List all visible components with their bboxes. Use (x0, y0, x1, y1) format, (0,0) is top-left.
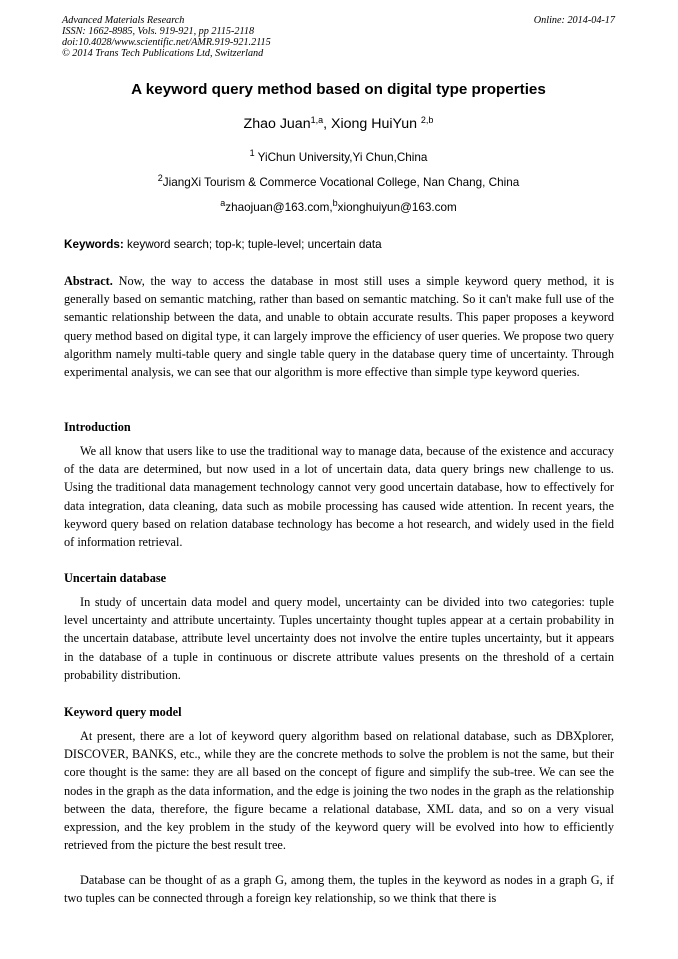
author-emails: $^a$zhaojuan@163.com,$^b$xionghuiyun@163.com (220, 198, 457, 214)
keywords-text: keyword search; top-k; tuple-level; uncertain data (123, 238, 382, 251)
author-line (62, 114, 615, 134)
author-separator: , (323, 116, 331, 132)
author-2: Xiong HuiYun (331, 116, 421, 132)
section-heading-keyword-query-model: Keyword query model (64, 705, 182, 719)
author-2-affiliation: 2,b (420, 115, 434, 125)
affiliation-2: $^2$JiangXi Tourism & Commerce Vocational College, Nan Chang, China (157, 173, 520, 189)
journal-issn: ISSN: 1662-8985, Vols. 919-921, pp 2115-2118 (62, 26, 255, 37)
introduction-paragraph: We all know that users like to use the traditional way to manage data, because of the existence and accuracy of the data are determined, but now used in a lot of uncertain data, data query brings new challenge to us. Using the traditional data management technology cannot very good uncertain database, how to effectively for data integration, data cleaning, data such as mobile processing has caused wide attention. In recent years, the keyword query based on relation database technology has become a hot research, and widely used in the field of information retrieval. (64, 444, 614, 550)
author-1-affiliation: 1,a (310, 115, 324, 125)
affiliation-1: $^1$ YiChun University,Yi Chun,China (249, 148, 428, 164)
abstract-text: Now, the way to access the database in most still uses a simple keyword query method, it is generally based on semantic matching, rather than based on semantic matching. So it can't make full use of the semantic relationship between the data, and unable to obtain accurate results. This paper proposes a keyword query method based on digital type, it can largely improve the efficiency of user queries. We propose two query algorithm namely multi-table query and single table query in the database query time of uncertainty. Through experimental analysis, we can see that our algorithm is more effective than simple type keyword queries. (64, 274, 614, 380)
uncertain-database-paragraph: In study of uncertain data model and query model, uncertainty can be divided into two categories: tuple level uncertainty and attribute uncertainty. Tuples uncertainty thought tuples appear at a certain probability in the uncertain database, attribute level uncertainty does not involve the entire tuples uncertainty, but it appears in the database of a tuple in continuous or discrete attribute values presents on the threshold of a certain probability distribution. (64, 595, 614, 682)
journal-copyright: © 2014 Trans Tech Publications Ltd, Switzerland (62, 48, 264, 59)
paper-title: A keyword query method based on digital type properties (131, 81, 546, 98)
keywords-label: Keywords: (64, 238, 124, 251)
journal-header (62, 15, 615, 59)
section-heading-introduction: Introduction (64, 420, 131, 434)
section-heading-uncertain-database: Uncertain database (64, 571, 167, 585)
abstract (64, 272, 614, 381)
keyword-query-model-paragraph-1: At present, there are a lot of keyword query algorithm based on relational database, such as DBXplorer, DISCOVER, BANKS, etc., while they are the concrete methods to solve the problem is not the same, but their core thought is the same: they are all based on the concept of figure and simplify the sub-tree. We can see the nodes in the graph as the data information, and the edge is joining the two nodes in the graph as the relationship between the data, therefore, the figure became a relational database, XML data, and so on a very visual expression, and the key problem in the study of the keyword query will be evolved into how to efficiently retrieved from the picture the best result tree. (64, 729, 614, 853)
email-a: zhaojuan@163.com, (225, 201, 333, 214)
journal-doi: doi:10.4028/www.scientific.net/AMR.919-921.2115 (62, 37, 271, 48)
online-date: Online: 2014-04-17 (533, 15, 615, 26)
journal-name: Advanced Materials Research (62, 15, 185, 26)
abstract-label: Abstract. (64, 274, 113, 288)
author-1: Zhao Juan (243, 116, 311, 132)
email-b: xionghuiyun@163.com (337, 201, 457, 214)
keywords (64, 237, 615, 253)
keyword-query-model-paragraph-2: Database can be thought of as a graph G, among them, the tuples in the keyword as nodes in a graph G, if two tuples can be connected through a foreign key relationship, so we think that there is (64, 873, 614, 906)
